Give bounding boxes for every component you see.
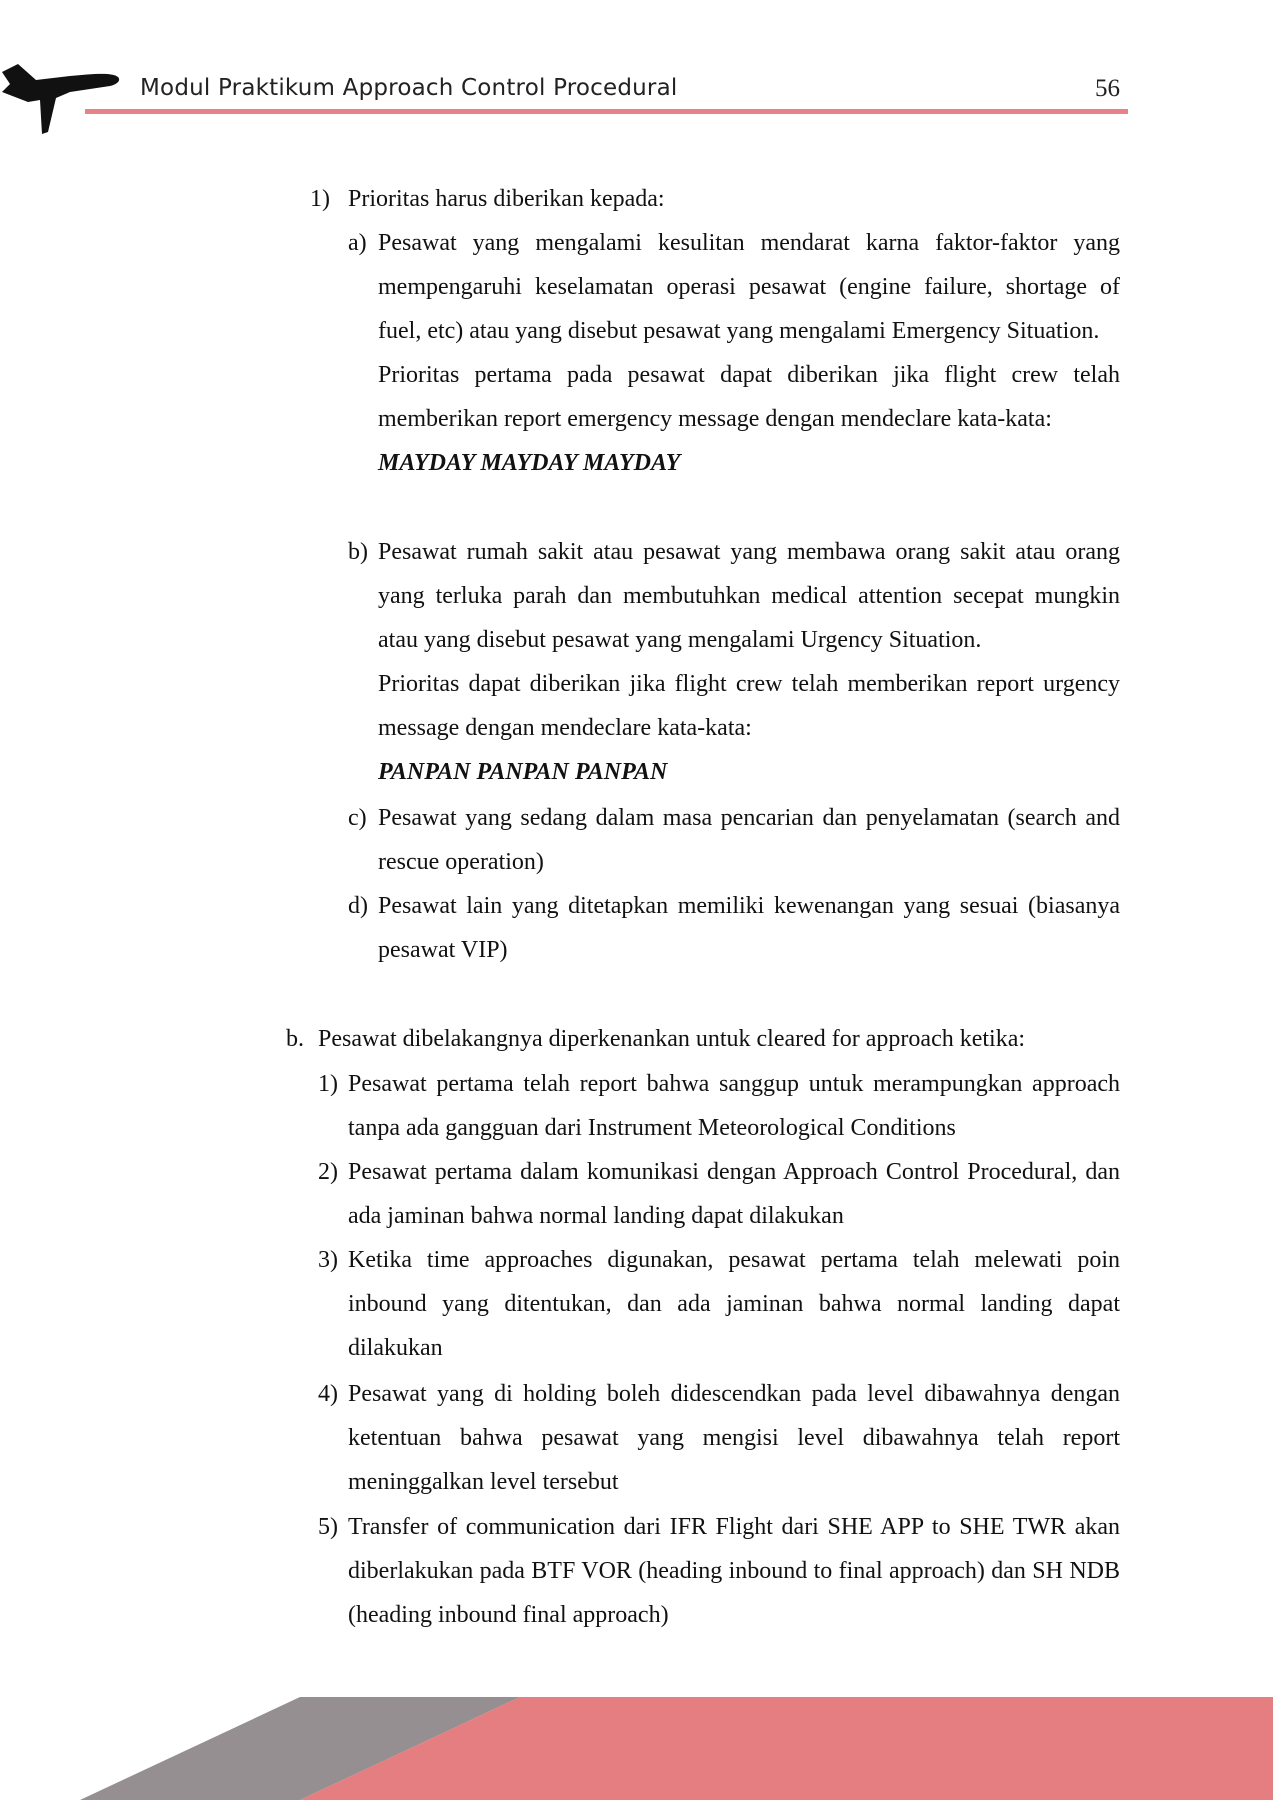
sub-item-a-note: Prioritas pertama pada pesawat dapat diberikan jika flight crew telah memberikan report emergency message dengan mendeclare kata-kata: <box>378 362 1120 432</box>
airplane-icon <box>0 52 122 138</box>
section-b-text: Pesawat dibelakangnya diperkenankan untuk cleared for approach ketika: <box>318 1026 1026 1052</box>
section-b-item-text: Transfer of communication dari IFR Flight dari SHE APP to SHE TWR akan diberlakukan pada BTF VOR (heading inbound to final approach) dan SH NDB (heading inbound final approach) <box>348 1514 1120 1628</box>
section-b-item-text: Pesawat yang di holding boleh didescendkan pada level dibawahnya dengan ketentuan bahwa pesawat yang mengisi level dibawahnya telah report meninggalkan level tersebut <box>348 1381 1120 1495</box>
section-b-item-text: Pesawat pertama telah report bahwa sanggup untuk merampungkan approach tanpa ada gangguan dari Instrument Meteorological Conditions <box>348 1071 1120 1141</box>
panpan-call: PANPAN PANPAN PANPAN <box>378 759 668 785</box>
sub-item-a-text: Pesawat yang mengalami kesulitan mendarat karna faktor-faktor yang mempengaruhi keselamatan operasi pesawat (engine failure, shortage of fuel, etc) atau yang disebut pesawat yang mengalami Emergency Situation. <box>378 230 1120 344</box>
header-rule <box>85 109 1128 114</box>
list-marker: b) <box>348 539 368 565</box>
section-b-item <box>348 1062 1120 1150</box>
sub-item-c <box>378 796 1120 884</box>
list-marker: c) <box>348 805 367 831</box>
list-marker: d) <box>348 893 368 919</box>
list-marker: 1) <box>310 186 330 212</box>
section-b-item <box>348 1505 1120 1637</box>
item-1-text: Prioritas harus diberikan kepada: <box>348 186 665 212</box>
section-marker: b. <box>286 1026 304 1052</box>
page-number: 56 <box>1095 75 1120 102</box>
sub-item-b-text: Pesawat rumah sakit atau pesawat yang membawa orang sakit atau orang yang terluka parah dan membutuhkan medical attention secepat mungkin atau yang disebut pesawat yang mengalami Urgency Situation. <box>378 539 1120 653</box>
sub-item-b <box>378 530 1120 794</box>
header-title: Modul Praktikum Approach Control Procedural <box>140 75 678 101</box>
list-marker: a) <box>348 230 367 256</box>
list-marker: 5) <box>318 1514 338 1540</box>
section-b-item-text: Ketika time approaches digunakan, pesawat pertama telah melewati poin inbound yang ditentukan, dan ada jaminan bahwa normal landing dapat dilakukan <box>348 1247 1120 1361</box>
mayday-call: MAYDAY MAYDAY MAYDAY <box>378 450 681 476</box>
footer-band <box>0 1697 1273 1800</box>
sub-item-b-note: Prioritas dapat diberikan jika flight crew telah memberikan report urgency message dengan mendeclare kata-kata: <box>378 671 1120 741</box>
section-b-item-text: Pesawat pertama dalam komunikasi dengan Approach Control Procedural, dan ada jaminan bahwa normal landing dapat dilakukan <box>348 1159 1120 1229</box>
section-b-item <box>348 1150 1120 1238</box>
section-b-item <box>348 1238 1120 1370</box>
list-marker: 1) <box>318 1071 338 1097</box>
section-b-item <box>348 1372 1120 1504</box>
list-marker: 2) <box>318 1159 338 1185</box>
sub-item-d-text: Pesawat lain yang ditetapkan memiliki kewenangan yang sesuai (biasanya pesawat VIP) <box>378 893 1120 963</box>
sub-item-a <box>378 221 1120 485</box>
list-marker: 3) <box>318 1247 338 1273</box>
list-marker: 4) <box>318 1381 338 1407</box>
sub-item-d <box>378 884 1120 972</box>
sub-item-c-text: Pesawat yang sedang dalam masa pencarian dan penyelamatan (search and rescue operation) <box>378 805 1120 875</box>
